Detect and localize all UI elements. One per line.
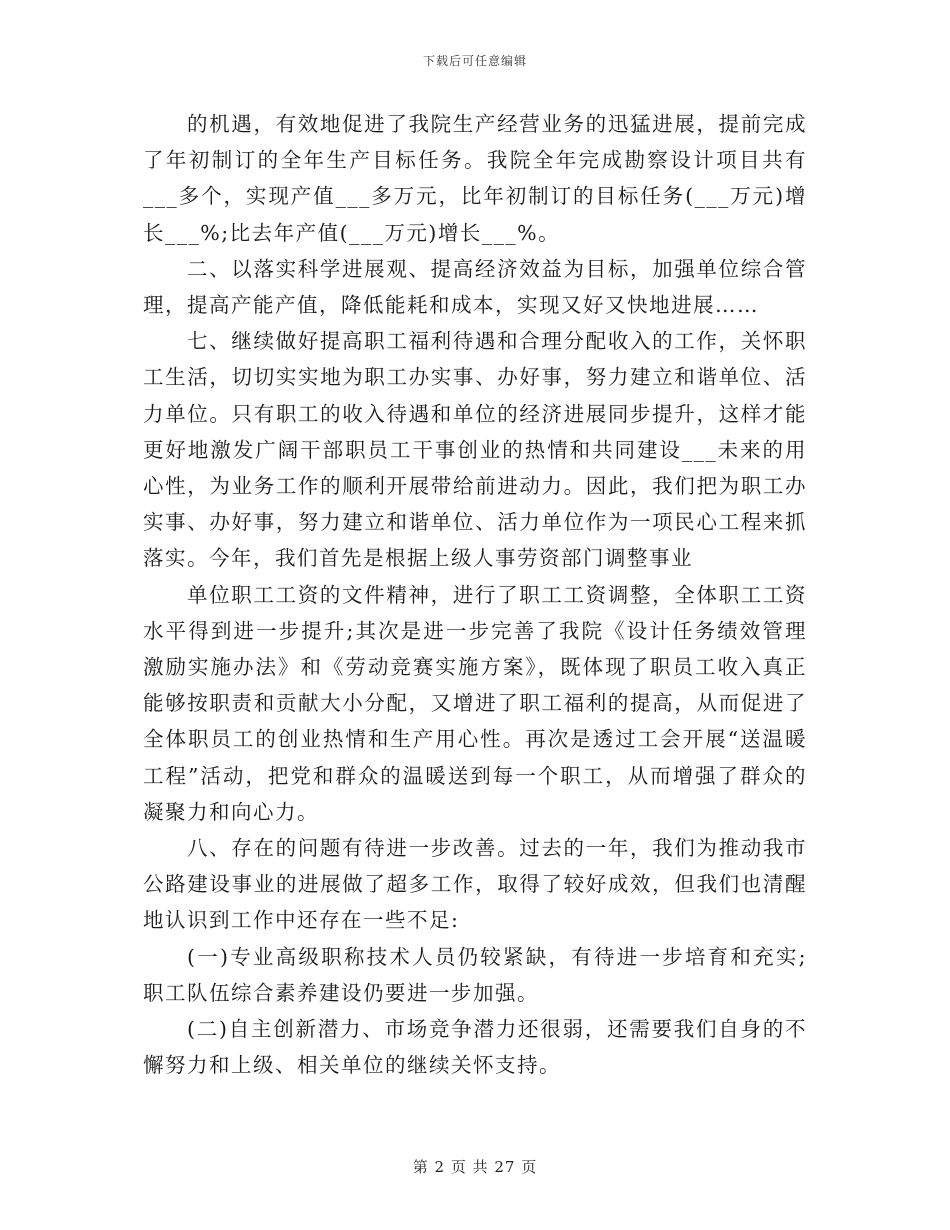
page-header-note: 下载后可任意编辑 xyxy=(422,54,527,68)
paragraph-section-two: 二、以落实科学进展观、提高经济效益为目标，加强单位综合管理，提高产能产值，降低能耗和成本，实现又好又快地进展…… xyxy=(143,256,807,318)
paragraph-salary-adjustment: 单位职工工资的文件精神，进行了职工工资调整，全体职工工资水平得到进一步提升;其次是进一步完善了我院《设计任务绩效管理激励实施办法》和《劳动竞赛实施方案》，既体现了职员工收入真正能够按职责和贡献大小分配，又增进了职工福利的提高，从而促进了全体职员工的创业热情和生产用心性。再次是透过工会开展“送温暖工程”活动，把党和群众的温暖送到每一个职工，从而增强了群众的凝聚力和向心力。 xyxy=(143,582,807,824)
paragraph-continuation: 的机遇，有效地促进了我院生产经营业务的迅猛进展，提前完成了年初制订的全年生产目标任务。我院全年完成勘察设计项目共有___多个，实现产值___多万元，比年初制订的目标任务(___万元)增长___%;比去年产值(___万元)增长___%。 xyxy=(143,112,807,245)
paragraph-section-seven: 七、继续做好提高职工福利待遇和合理分配收入的工作，关怀职工生活，切切实实地为职工办实事、办好事，努力建立和谐单位、活力单位。只有职工的收入待遇和单位的经济进展同步提升，这样才能更好地激发广阔干部职员工干事创业的热情和共同建设___未来的用心性，为业务工作的顺利开展带给前进动力。因此，我们把为职工办实事、办好事，努力建立和谐单位、活力单位作为一项民心工程来抓落实。今年，我们首先是根据上级人事劳资部门调整事业 xyxy=(143,329,807,571)
paragraph-issue-two: (二)自主创新潜力、市场竞争潜力还很弱，还需要我们自身的不懈努力和上级、相关单位的继续关怀支持。 xyxy=(143,1017,807,1078)
document-body xyxy=(143,106,807,1083)
page-number: 第 2 页 共 27 页 xyxy=(412,1158,538,1176)
paragraph-issue-one: (一)专业高级职称技术人员仍较紧缺，有待进一步培育和充实;职工队伍综合素养建设仍要进一步加强。 xyxy=(143,944,807,1005)
paragraph-section-eight: 八、存在的问题有待进一步改善。过去的一年，我们为推动我市公路建设事业的进展做了超多工作，取得了较好成效，但我们也清醒地认识到工作中还存在一些不足: xyxy=(143,836,807,933)
